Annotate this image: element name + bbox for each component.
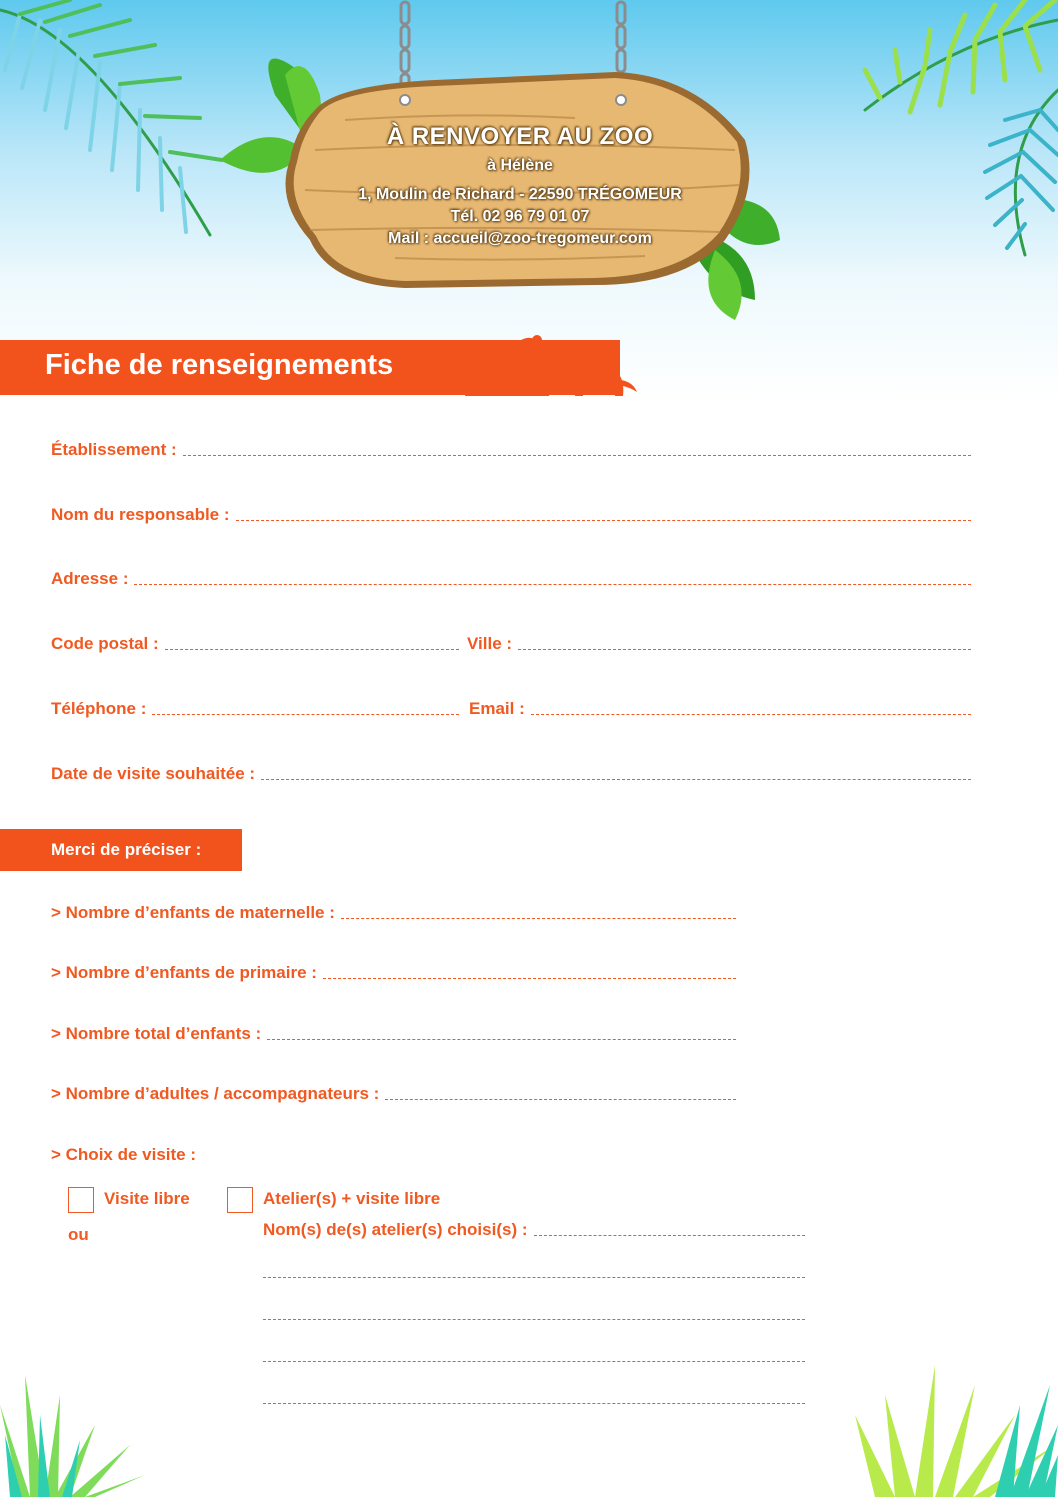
ou-label: ou [68,1225,89,1244]
responsable-line[interactable] [236,520,971,521]
sign-title: À RENVOYER AU ZOO [386,123,654,150]
adultes-line[interactable] [385,1099,736,1100]
visite-libre-checkbox[interactable] [68,1187,94,1213]
telephone-label: Téléphone : [51,699,147,718]
palm-leaves-top-left-decoration [0,0,230,250]
animals-silhouette-icon [455,330,640,398]
grass-bottom-left-decoration [0,1365,150,1497]
maternelle-line[interactable] [341,918,736,919]
precise-section-title: Merci de préciser : [51,840,202,859]
etablissement-label: Établissement : [51,440,177,459]
sign-address: 1, Moulin de Richard - 22590 TRÉGOMEUR [358,186,682,203]
maternelle-label: > Nombre d’enfants de maternelle : [51,903,335,922]
adresse-label: Adresse : [51,569,129,588]
palm-leaves-top-right-decoration [825,0,1058,260]
code-postal-label: Code postal : [51,634,159,653]
ville-label: Ville : [467,634,513,653]
sign-phone: Tél. 02 96 79 01 07 [450,208,590,225]
atelier-checkbox[interactable] [227,1187,253,1213]
field-telephone [51,699,459,719]
telephone-line[interactable] [152,714,459,715]
ateliers-extra-line-1[interactable] [263,1277,805,1278]
choix-visite-label: > Choix de visite : [51,1145,197,1164]
date-visite-label: Date de visite souhaitée : [51,764,256,783]
ateliers-label: Nom(s) de(s) atelier(s) choisi(s) : [263,1220,528,1239]
field-total-enfants [51,1024,736,1044]
total-enfants-label: > Nombre total d’enfants : [51,1024,262,1043]
ateliers-extra-line-4[interactable] [263,1403,805,1404]
primaire-line[interactable] [323,978,736,979]
ateliers-extra-line-2[interactable] [263,1319,805,1320]
grass-bottom-right-decoration [855,1355,1058,1497]
field-code-postal [51,634,459,654]
field-ville [467,634,971,654]
ateliers-line[interactable] [534,1235,806,1236]
ville-line[interactable] [518,649,971,650]
field-primaire [51,963,736,983]
adresse-line[interactable] [134,584,971,585]
adultes-label: > Nombre d’adultes / accompagnateurs : [51,1084,380,1103]
field-adresse [51,569,971,589]
field-email [469,699,971,719]
date-visite-line[interactable] [261,779,971,780]
field-adultes [51,1084,736,1104]
responsable-label: Nom du responsable : [51,505,230,524]
code-postal-line[interactable] [165,649,459,650]
etablissement-line[interactable] [183,455,971,456]
primaire-label: > Nombre d’enfants de primaire : [51,963,317,982]
field-responsable [51,505,971,525]
visite-libre-label: Visite libre [104,1189,190,1208]
total-enfants-line[interactable] [267,1039,736,1040]
field-etablissement [51,440,971,460]
sign-email: Mail : accueil@zoo-tregomeur.com [388,230,652,247]
page-title: Fiche de renseignements [45,349,394,381]
ateliers-extra-line-3[interactable] [263,1361,805,1362]
atelier-label: Atelier(s) + visite libre [263,1189,441,1208]
email-line[interactable] [531,714,971,715]
email-label: Email : [469,699,525,718]
field-maternelle [51,903,736,923]
field-ateliers [263,1220,805,1240]
sign-recipient: à Hélène [487,157,553,174]
field-date-visite [51,764,971,784]
